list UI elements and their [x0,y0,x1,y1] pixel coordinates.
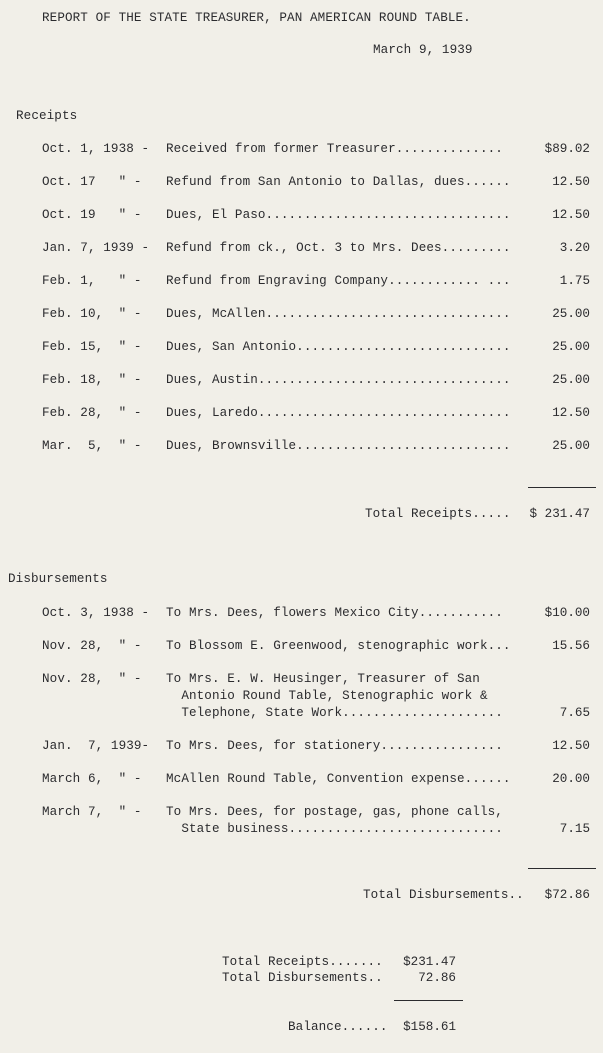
disbursement-description-line: Antonio Round Table, Stenographic work & [166,689,488,703]
disbursement-description-line: State business............................ [166,822,503,836]
receipt-date: Feb. 18, " - [42,373,142,387]
receipts-total-rule [528,487,596,488]
receipt-amount: 25.00 [552,340,590,354]
receipts-total-value: $ 231.47 [529,507,590,521]
receipts-total-label: Total Receipts..... [365,507,511,521]
disbursement-description-line: Telephone, State Work..................... [166,706,503,720]
disbursement-amount: 7.65 [559,706,590,720]
receipt-date: Oct. 17 " - [42,175,142,189]
disbursement-amount: $10.00 [544,606,590,620]
receipt-amount: 25.00 [552,373,590,387]
receipt-date: Feb. 28, " - [42,406,142,420]
disbursements-total-label: Total Disbursements.. [363,888,524,902]
receipt-amount: 25.00 [552,439,590,453]
disbursement-amount: 12.50 [552,739,590,753]
disbursement-date: Oct. 3, 1938 - [42,606,150,620]
disbursement-date: March 6, " - [42,772,142,786]
disbursement-date: Nov. 28, " - [42,639,142,653]
disbursement-description: To Mrs. E. W. Heusinger, Treasurer of San [166,672,480,686]
summary-receipts-label: Total Receipts....... [222,955,383,969]
summary-disbursements-value: 72.86 [418,971,456,985]
disbursement-description: To Blossom E. Greenwood, stenographic work... [166,639,511,653]
disbursement-amount: 20.00 [552,772,590,786]
receipt-amount: 12.50 [552,208,590,222]
receipt-amount: 12.50 [552,406,590,420]
receipt-description: Dues, McAllen................................ [166,307,511,321]
receipt-description: Dues, El Paso................................ [166,208,511,222]
disbursement-date: Nov. 28, " - [42,672,142,686]
receipt-amount: 12.50 [552,175,590,189]
disbursement-amount: 15.56 [552,639,590,653]
disbursements-total-value: $72.86 [544,888,590,902]
summary-receipts-value: $231.47 [403,955,456,969]
receipt-description: Received from former Treasurer.............. [166,142,503,156]
receipt-date: Feb. 15, " - [42,340,142,354]
receipt-amount: 25.00 [552,307,590,321]
disbursement-description: To Mrs. Dees, flowers Mexico City........... [166,606,503,620]
receipt-description: Dues, Brownsville............................ [166,439,511,453]
balance-value: $158.61 [403,1020,456,1034]
receipt-date: Feb. 1, " - [42,274,142,288]
receipt-date: Mar. 5, " - [42,439,142,453]
receipt-amount: 1.75 [559,274,590,288]
report-title: REPORT OF THE STATE TREASURER, PAN AMERICAN ROUND TABLE. [42,11,471,25]
disbursement-date: March 7, " - [42,805,142,819]
receipt-description: Refund from San Antonio to Dallas, dues...... [166,175,511,189]
disbursement-description: McAllen Round Table, Convention expense...... [166,772,511,786]
receipts-heading: Receipts [16,109,78,123]
receipt-description: Dues, Austin................................. [166,373,511,387]
balance-label: Balance...... [288,1020,388,1034]
disbursements-total-rule [528,868,596,869]
summary-rule [394,1000,463,1001]
disbursement-amount: 7.15 [559,822,590,836]
receipt-date: Feb. 10, " - [42,307,142,321]
receipt-date: Oct. 1, 1938 - [42,142,150,156]
summary-disbursements-label: Total Disbursements.. [222,971,383,985]
receipt-description: Refund from ck., Oct. 3 to Mrs. Dees......... [166,241,511,255]
disbursement-description: To Mrs. Dees, for postage, gas, phone calls, [166,805,503,819]
report-date: March 9, 1939 [373,43,473,57]
disbursement-description: To Mrs. Dees, for stationery................ [166,739,503,753]
receipt-date: Jan. 7, 1939 - [42,241,150,255]
receipt-description: Dues, Laredo................................. [166,406,511,420]
disbursements-heading: Disbursements [8,572,108,586]
receipt-date: Oct. 19 " - [42,208,142,222]
receipt-amount: $89.02 [544,142,590,156]
receipt-description: Dues, San Antonio............................ [166,340,511,354]
receipt-description: Refund from Engraving Company............ ... [166,274,511,288]
disbursement-date: Jan. 7, 1939- [42,739,150,753]
receipt-amount: 3.20 [559,241,590,255]
